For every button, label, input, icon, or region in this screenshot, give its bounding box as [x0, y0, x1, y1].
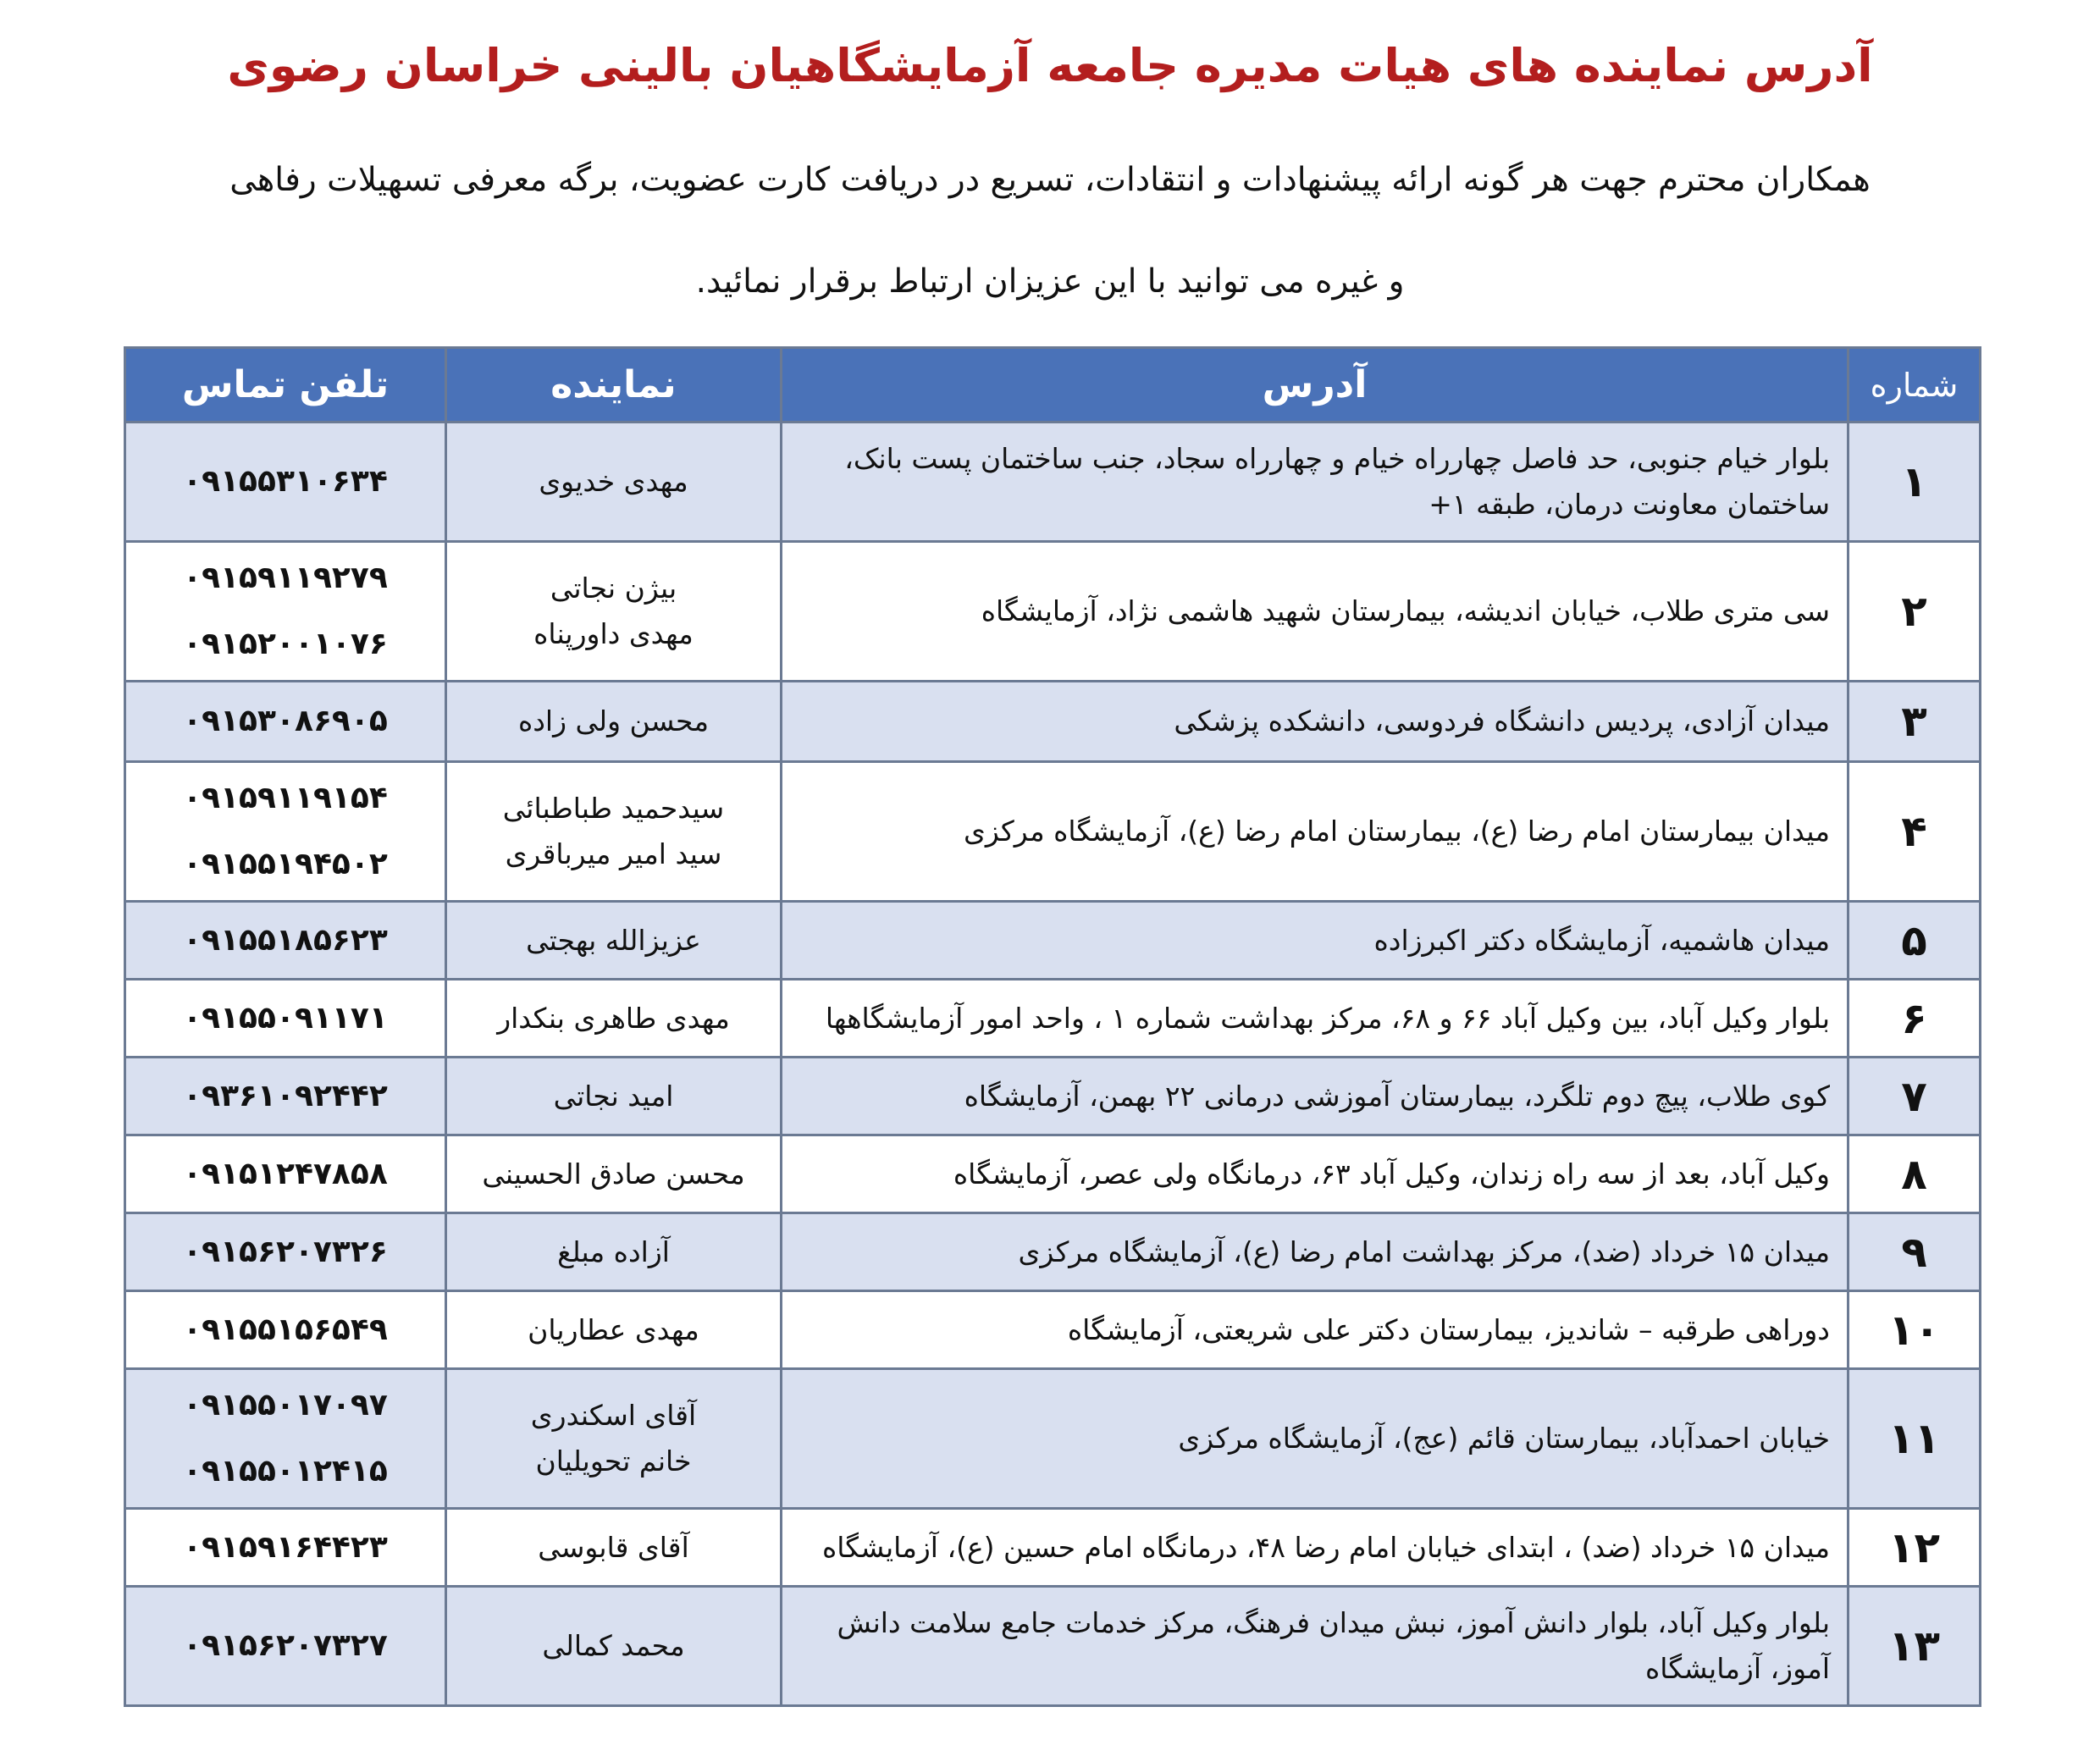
row-representative: [446, 542, 782, 682]
representative-name: مهدی طاهری بنکدار: [497, 1001, 730, 1035]
representative-name: مهدی خدیوی: [539, 465, 688, 498]
row-number: ۲: [1849, 542, 1981, 682]
row-number: ۱۳: [1849, 1587, 1981, 1706]
row-number: ۱۰: [1849, 1291, 1981, 1369]
row-representative: [446, 762, 782, 902]
table-row: [125, 1135, 1981, 1213]
phone-number: ۰۹۱۵۳۰۸۶۹۰۵: [183, 704, 388, 738]
table-row: [125, 1058, 1981, 1135]
header-address: آدرس: [782, 348, 1849, 423]
table-header-row: [125, 348, 1981, 423]
phone-number: ۰۹۱۵۵۳۱۰۶۳۴: [183, 464, 388, 499]
representative-name: آزاده مبلغ: [557, 1235, 670, 1268]
phone-number: ۰۹۱۵۹۱۱۹۱۵۴: [183, 781, 388, 815]
row-representative: [446, 1213, 782, 1291]
table-row: [125, 1369, 1981, 1509]
representative-name: محسن صادق الحسینی: [482, 1157, 745, 1190]
row-phone: [125, 1509, 446, 1587]
phone-number: ۰۹۱۵۱۲۴۷۸۵۸: [183, 1156, 388, 1191]
table-row: [125, 1509, 1981, 1587]
row-address: میدان آزادی، پردیس دانشگاه فردوسی، دانشکده پزشکی: [782, 682, 1849, 762]
row-phone: [125, 1058, 446, 1135]
phone-number: ۰۹۱۵۲۰۰۱۰۷۶: [183, 627, 388, 661]
row-number: ۸: [1849, 1135, 1981, 1213]
row-number: ۶: [1849, 980, 1981, 1058]
phone-number: ۰۹۱۵۵۰۱۷۰۹۷: [183, 1388, 388, 1422]
row-representative: [446, 980, 782, 1058]
table-row: [125, 1213, 1981, 1291]
row-phone: [125, 1369, 446, 1509]
table-row: [125, 1291, 1981, 1369]
row-address: دوراهی طرقبه – شاندیز، بیمارستان دکتر علی شریعتی، آزمایشگاه: [782, 1291, 1849, 1369]
phone-number: ۰۹۱۵۹۱۶۴۴۲۳: [183, 1529, 388, 1565]
row-number: ۱۲: [1849, 1509, 1981, 1587]
row-representative: [446, 1369, 782, 1509]
table-row: [125, 423, 1981, 542]
phone-number: ۰۹۱۵۵۱۵۶۵۴۹: [183, 1312, 388, 1347]
row-address: بلوار وکیل آباد، بین وکیل آباد ۶۶ و ۶۸، مرکز بهداشت شماره ۱ ، واحد امور آزمایشگاهها: [782, 980, 1849, 1058]
representative-name: بیژن نجاتی: [550, 572, 677, 605]
table-row: [125, 762, 1981, 902]
representative-name: خانم تحویلیان: [535, 1444, 692, 1478]
row-representative: [446, 1058, 782, 1135]
phone-number: ۰۹۱۵۵۰۱۲۴۱۵: [183, 1454, 388, 1489]
table-row: [125, 902, 1981, 980]
table-row: [125, 682, 1981, 762]
row-phone: [125, 1135, 446, 1213]
row-representative: [446, 1291, 782, 1369]
table-row: [125, 1587, 1981, 1706]
row-phone: [125, 762, 446, 902]
phone-number: ۰۹۱۵۵۰۹۱۱۷۱: [183, 1000, 388, 1036]
table-row: [125, 980, 1981, 1058]
header-number: شماره: [1849, 348, 1981, 423]
document-title: آدرس نماینده های هیات مدیره جامعه آزمایشگاهیان بالینی خراسان رضوی: [227, 39, 1873, 92]
phone-number: ۰۹۳۶۱۰۹۲۴۴۲: [183, 1078, 388, 1113]
row-number: ۷: [1849, 1058, 1981, 1135]
row-representative: [446, 423, 782, 542]
row-phone: [125, 1213, 446, 1291]
row-phone: [125, 1291, 446, 1369]
row-representative: [446, 1509, 782, 1587]
representative-name: محسن ولی زاده: [517, 704, 710, 737]
intro-line-2: و غیره می توانید با این عزیزان ارتباط برقرار نمائید.: [695, 262, 1405, 301]
row-representative: [446, 682, 782, 762]
representatives-table: [124, 346, 1981, 1707]
row-address: کوی طلاب، پیچ دوم تلگرد، بیمارستان آموزشی درمانی ۲۲ بهمن، آزمایشگاه: [782, 1058, 1849, 1135]
row-number: ۴: [1849, 762, 1981, 902]
header-representative: نماینده: [446, 348, 782, 423]
intro-line-1: همکاران محترم جهت هر گونه ارائه پیشنهادات و انتقادات، تسریع در دریافت کارت عضویت، برگه معرفی تسهیلات رفاهی: [229, 161, 1871, 199]
row-address: بلوار خیام جنوبی، حد فاصل چهارراه خیام و چهارراه سجاد، جنب ساختمان پست بانک، ساختمان معاونت درمان، طبقه ۱+: [782, 423, 1849, 542]
row-phone: [125, 1587, 446, 1706]
representative-name: آقای اسکندری: [530, 1399, 697, 1432]
row-representative: [446, 902, 782, 980]
row-phone: [125, 682, 446, 762]
row-phone: [125, 423, 446, 542]
row-address: سی متری طلاب، خیابان اندیشه، بیمارستان شهید هاشمی نژاد، آزمایشگاه: [782, 542, 1849, 682]
row-address: وکیل آباد، بعد از سه راه زندان، وکیل آباد ۶۳، درمانگاه ولی عصر، آزمایشگاه: [782, 1135, 1849, 1213]
table-row: [125, 542, 1981, 682]
phone-number: ۰۹۱۵۶۲۰۷۳۲۶: [183, 1234, 388, 1269]
representative-name: مهدی داورپناه: [533, 617, 694, 650]
representative-name: سید امیر میرباقری: [505, 837, 722, 870]
header-phone: تلفن تماس: [125, 348, 446, 423]
row-address: میدان هاشمیه، آزمایشگاه دکتر اکبرزاده: [782, 902, 1849, 980]
row-phone: [125, 980, 446, 1058]
row-address: خیابان احمدآباد، بیمارستان قائم (عج)، آزمایشگاه مرکزی: [782, 1369, 1849, 1509]
representative-name: آقای قابوسی: [538, 1530, 689, 1564]
row-number: ۳: [1849, 682, 1981, 762]
row-address: میدان ۱۵ خرداد (ضد) ، ابتدای خیابان امام رضا ۴۸، درمانگاه امام حسین (ع)، آزمایشگاه: [782, 1509, 1849, 1587]
representative-name: محمد کمالی: [542, 1629, 685, 1662]
representative-name: سیدحمید طباطبائی: [502, 792, 725, 825]
row-address: میدان بیمارستان امام رضا (ع)، بیمارستان امام رضا (ع)، آزمایشگاه مرکزی: [782, 762, 1849, 902]
row-representative: [446, 1135, 782, 1213]
representative-name: مهدی عطاریان: [528, 1312, 699, 1346]
row-number: ۵: [1849, 902, 1981, 980]
row-address: میدان ۱۵ خرداد (ضد)، مرکز بهداشت امام رضا (ع)، آزمایشگاه مرکزی: [782, 1213, 1849, 1291]
phone-number: ۰۹۱۵۶۲۰۷۳۲۷: [183, 1628, 388, 1663]
phone-number: ۰۹۱۵۵۱۹۴۵۰۲: [183, 847, 388, 881]
row-number: ۱: [1849, 423, 1981, 542]
row-representative: [446, 1587, 782, 1706]
row-phone: [125, 542, 446, 682]
representative-name: عزیزالله بهجتی: [526, 923, 701, 957]
phone-number: ۰۹۱۵۵۱۸۵۶۲۳: [183, 922, 388, 958]
phone-number: ۰۹۱۵۹۱۱۹۲۷۹: [183, 561, 388, 595]
row-number: ۹: [1849, 1213, 1981, 1291]
row-phone: [125, 902, 446, 980]
row-address: بلوار وکیل آباد، بلوار دانش آموز، نبش میدان فرهنگ، مرکز خدمات جامع سلامت دانش آموز، آزمایشگاه: [782, 1587, 1849, 1706]
row-number: ۱۱: [1849, 1369, 1981, 1509]
representative-name: امید نجاتی: [553, 1079, 674, 1113]
